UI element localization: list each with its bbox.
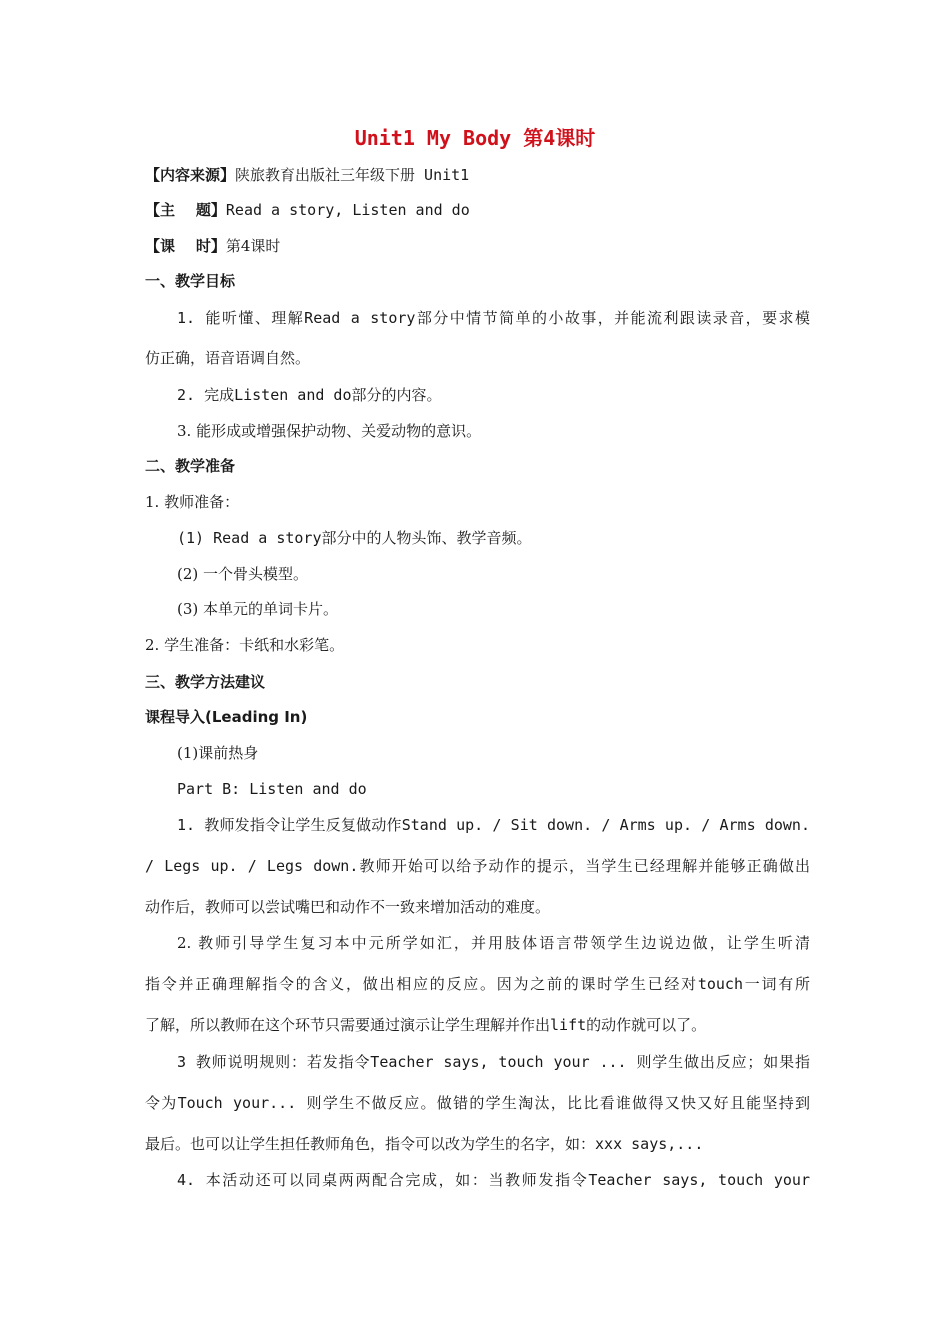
teacher-prep-2: (2) 一个骨头模型。 xyxy=(177,565,309,583)
para4-line1: 4. 本活动还可以同桌两两配合完成，如：当教师发指令Teacher says, touch your xyxy=(177,1171,810,1189)
section1-heading: 一、教学目标 xyxy=(145,272,236,290)
topic-value: Read a story, Listen and do xyxy=(225,201,470,219)
period-value: 第4课时 xyxy=(225,237,281,255)
source-value: 陕旅教育出版社三年级下册 Unit1 xyxy=(235,166,470,184)
page-title: Unit1 My Body 第4课时 xyxy=(354,126,596,150)
source-line xyxy=(145,165,810,185)
para3-line2: 令为Touch your... 则学生不做反应。做错的学生淘汰，比比看谁做得又快又好且能坚持到 xyxy=(145,1094,810,1112)
teacher-prep: 1. 教师准备： xyxy=(145,493,240,511)
objective-1a: 1. 能听懂、理解Read a story部分中情节简单的小故事，并能流利跟读录音，要求模 xyxy=(177,309,810,327)
period-label: 【课 时】 xyxy=(145,237,226,255)
warm-up: (1)课前热身 xyxy=(177,744,259,762)
student-prep: 2. 学生准备：卡纸和水彩笔。 xyxy=(145,636,345,654)
section3-heading: 三、教学方法建议 xyxy=(145,673,266,691)
para1-line1: 1. 教师发指令让学生反复做动作Stand up. / Sit down. / Arms up. / Arms down. xyxy=(177,816,810,834)
section2-heading: 二、教学准备 xyxy=(145,457,236,475)
topic-label: 【主 题】 xyxy=(145,201,226,219)
period-line xyxy=(145,236,810,256)
para3-line1: 3 教师说明规则：若发指令Teacher says, touch your ... 则学生做出反应；如果指 xyxy=(177,1053,810,1071)
source-label: 【内容来源】 xyxy=(145,166,236,184)
topic-line xyxy=(145,200,810,220)
objective-1b: 仿正确，语音语调自然。 xyxy=(145,349,311,367)
part-b: Part B: Listen and do xyxy=(177,780,367,798)
objective-3: 3. 能形成或增强保护动物、关爱动物的意识。 xyxy=(177,422,482,440)
para2-line2: 指令并正确理解指令的含义，做出相应的反应。因为之前的课时学生已经对touch一词有所 xyxy=(145,975,810,993)
objective-2: 2. 完成Listen and do部分的内容。 xyxy=(177,386,442,404)
para1-line2: / Legs up. / Legs down.教师开始可以给予动作的提示，当学生已经理解并能够正确做出 xyxy=(145,857,810,875)
para2-line1: 2. 教师引导学生复习本中元所学如汇，并用肢体语言带领学生边说边做，让学生听清 xyxy=(177,934,810,952)
teacher-prep-3: (3) 本单元的单词卡片。 xyxy=(177,600,339,618)
para2-line3: 了解，所以教师在这个环节只需要通过演示让学生理解并作出lift的动作就可以了。 xyxy=(145,1016,707,1034)
leading-in-heading: 课程导入(Leading In) xyxy=(145,708,308,726)
para3-line3: 最后。也可以让学生担任教师角色，指令可以改为学生的名字，如：xxx says,... xyxy=(145,1135,704,1153)
teacher-prep-1: (1) Read a story部分中的人物头饰、教学音频。 xyxy=(177,529,532,547)
para1-line3: 动作后，教师可以尝试嘴巴和动作不一致来增加活动的难度。 xyxy=(145,898,551,916)
